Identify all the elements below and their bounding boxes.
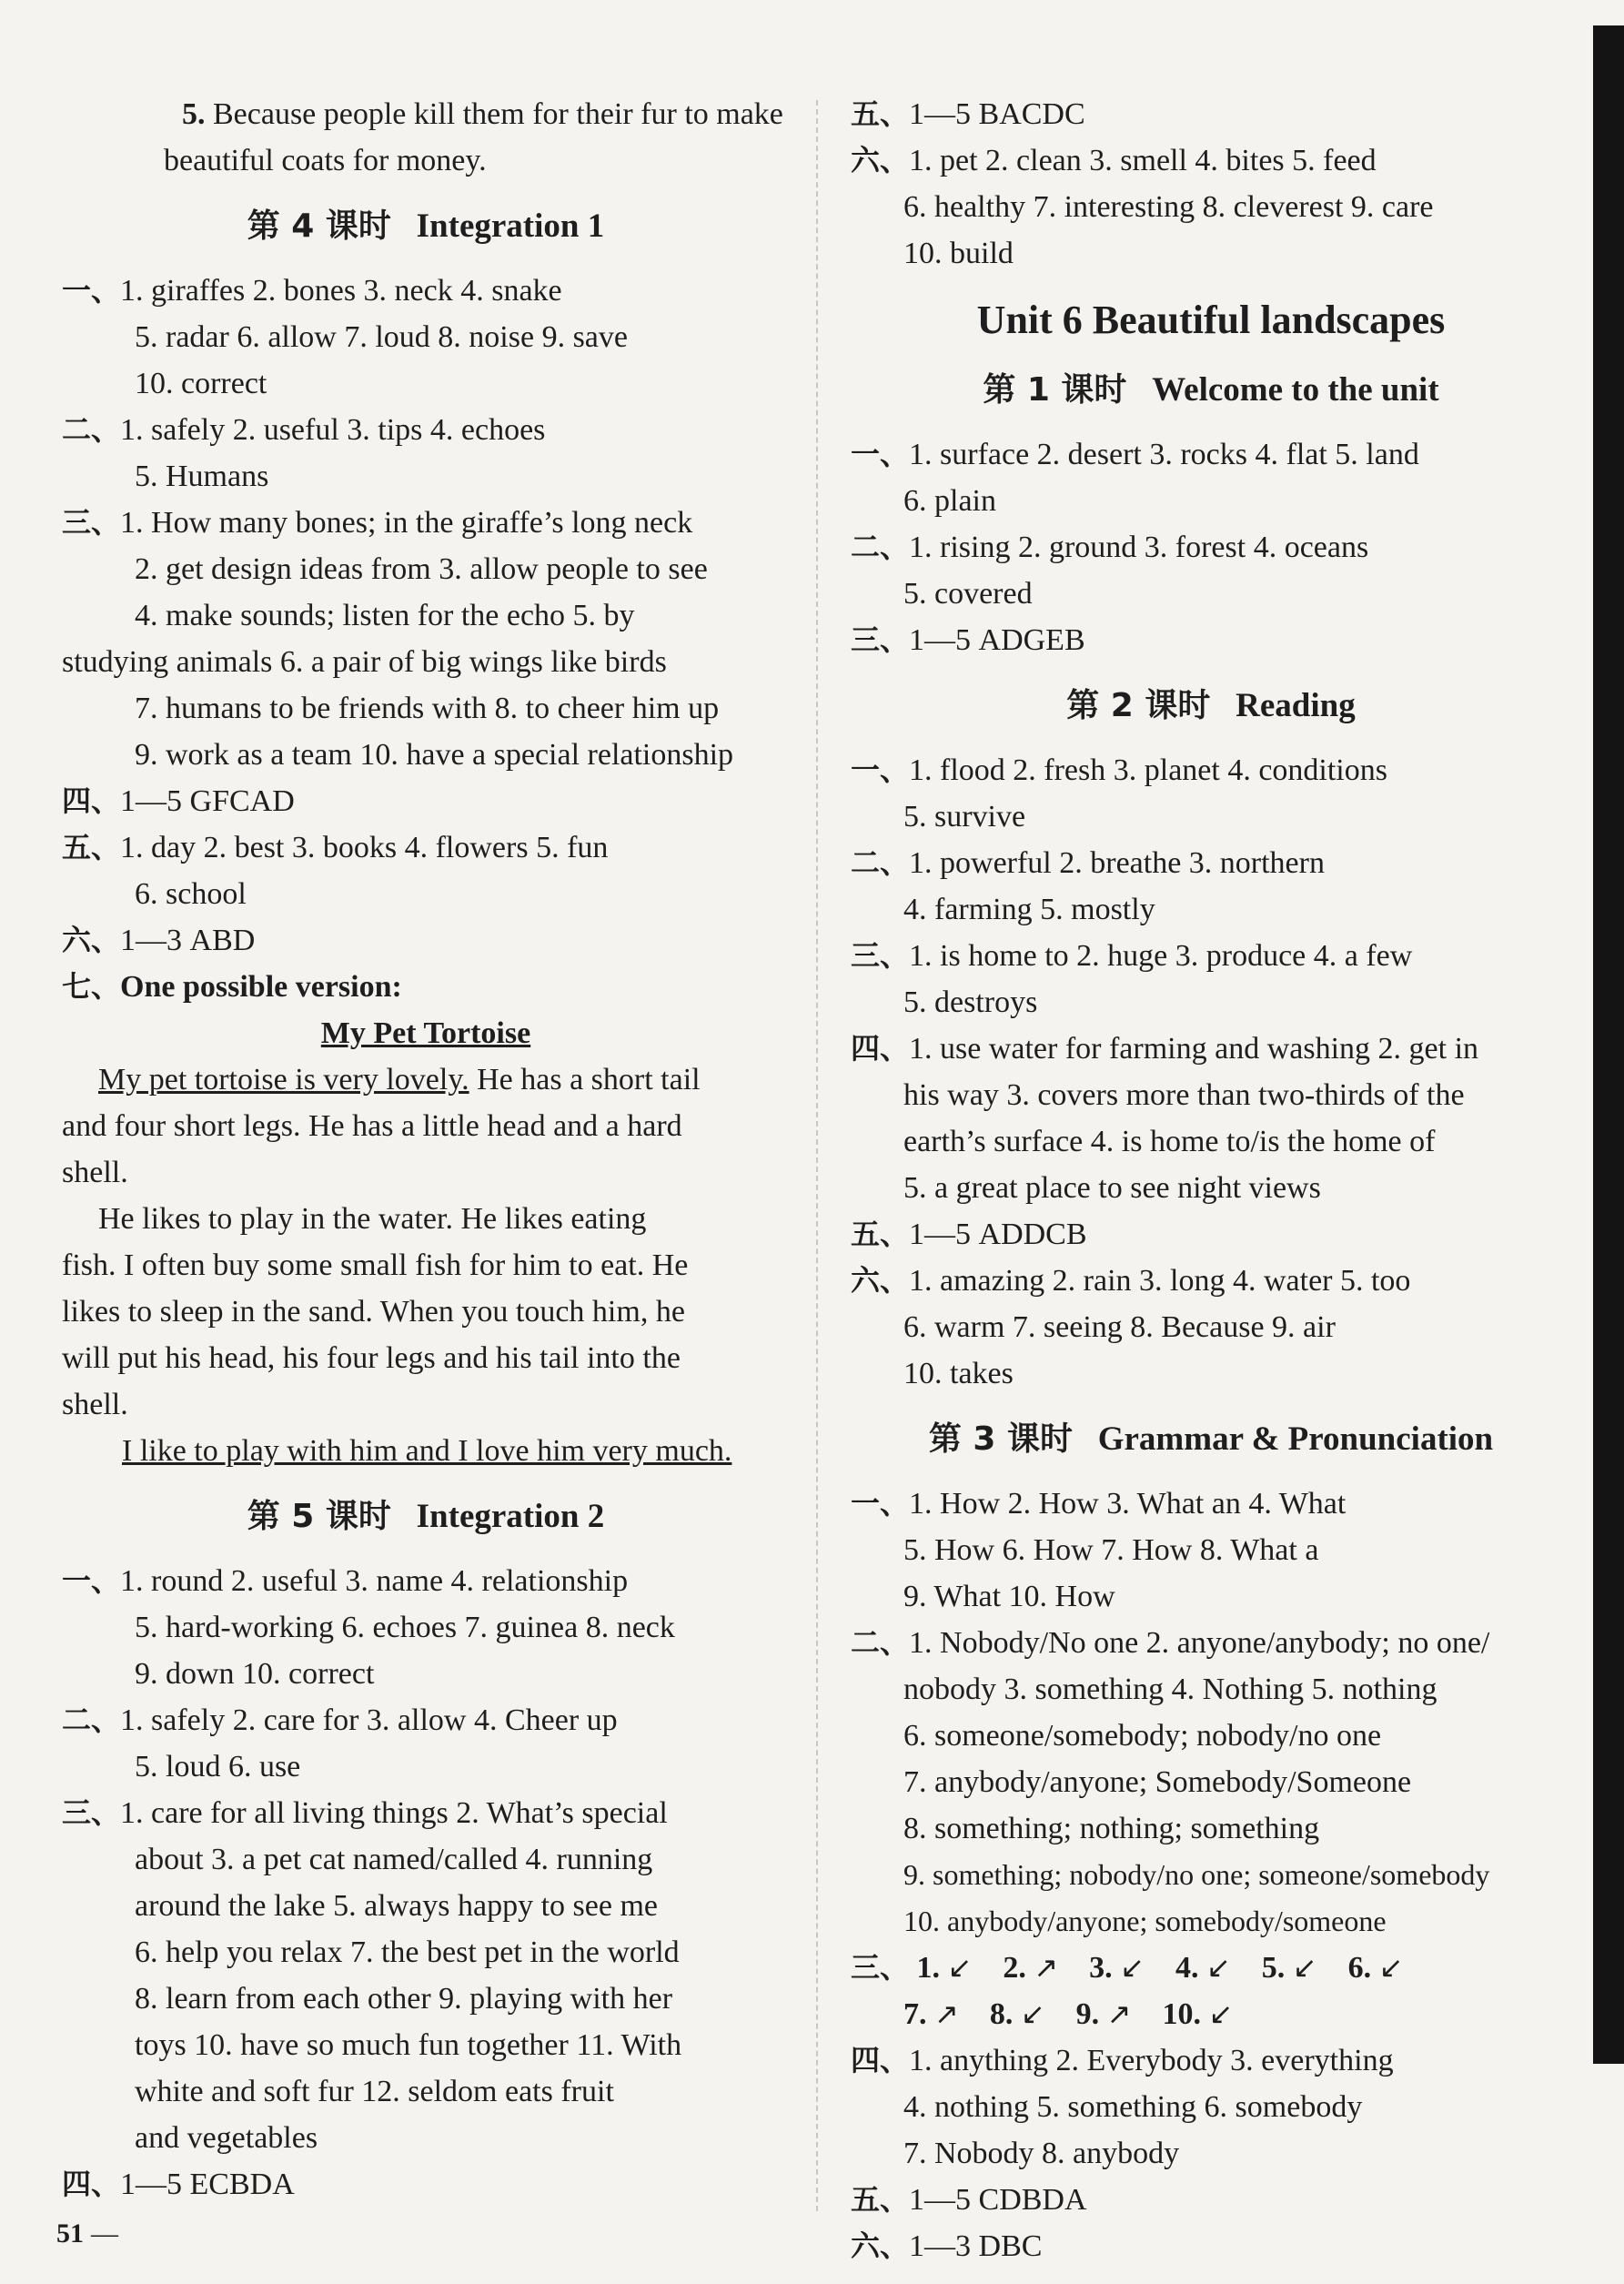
- answer-line: [62, 1929, 790, 1976]
- item-number: 8.: [989, 1997, 1021, 2031]
- answer-line: [851, 1072, 1571, 1118]
- rising-arrow-icon: ↗: [934, 1996, 959, 2031]
- answer-line: [62, 592, 790, 639]
- section-5: [62, 824, 790, 871]
- answer-line: [851, 1527, 1571, 1573]
- answer-line: [62, 314, 790, 360]
- intonation-item: [1175, 1951, 1231, 1985]
- item-number: 1.: [916, 1951, 948, 1985]
- item-number: 6.: [1347, 1951, 1379, 1985]
- answer-line: [851, 1713, 1571, 1759]
- section-mark: 三、: [62, 1795, 121, 1830]
- intonation-item: [917, 1951, 973, 1985]
- section-mark: 六、: [851, 2228, 910, 2263]
- section-2: [851, 1620, 1571, 1666]
- section-mark: 四、: [851, 2043, 910, 2077]
- section-mark: 六、: [851, 1263, 910, 1298]
- answer-line: [851, 1573, 1571, 1620]
- answer-line: [62, 91, 790, 137]
- left-column: [62, 91, 790, 2208]
- lesson-label-en: Integration 1: [416, 207, 605, 245]
- answer-text: nobody 3. something 4. Nothing 5. nothing: [903, 1673, 1437, 1706]
- answer-line: [851, 979, 1571, 1026]
- page-edge-bar: [1593, 25, 1624, 2064]
- answer-text: 7. anybody/anyone; Somebody/Someone: [903, 1765, 1412, 1799]
- answer-text: 1—5 GFCAD: [120, 784, 295, 818]
- essay-line: likes to sleep in the sand. When you touch him, he: [62, 1295, 685, 1329]
- answer-text: 1. is home to 2. huge 3. produce 4. a few: [909, 939, 1413, 973]
- section-mark: 三、: [851, 1950, 910, 1985]
- answer-text: 10. takes: [903, 1357, 1014, 1390]
- section-mark: 五、: [851, 96, 910, 131]
- section-3: [851, 1945, 1571, 1991]
- answer-line: [851, 1304, 1571, 1350]
- item-number: 7.: [903, 1997, 934, 2031]
- answer-text: 9. down 10. correct: [135, 1657, 375, 1691]
- answer-line: [851, 1991, 1571, 2037]
- answer-line: [851, 478, 1571, 524]
- section-6: [851, 1258, 1571, 1304]
- answer-line: [62, 1604, 790, 1651]
- item-number: 10.: [1162, 1997, 1209, 2031]
- lesson-label-cn: 第 3 课时: [928, 1420, 1073, 1458]
- intonation-item: [990, 1997, 1045, 2031]
- answer-text: about 3. a pet cat named/called 4. running: [135, 1843, 653, 1876]
- intonation-item: [1162, 1997, 1233, 2031]
- answer-text: 5. How 6. How 7. How 8. What a: [903, 1533, 1319, 1567]
- section-1: [851, 1481, 1571, 1527]
- answer-text: his way 3. covers more than two-thirds of the: [903, 1078, 1465, 1112]
- lesson-label-en: Grammar & Pronunciation: [1097, 1420, 1494, 1458]
- answer-line: [851, 1805, 1571, 1852]
- section-mark: 一、: [62, 1563, 121, 1598]
- answer-text: and vegetables: [135, 2121, 318, 2155]
- lesson-1-title: [851, 366, 1571, 415]
- section-4: [62, 778, 790, 824]
- answer-line: [851, 1118, 1571, 1165]
- answer-line: [62, 2022, 790, 2068]
- unit-title: Unit 6 Beautiful landscapes: [976, 298, 1446, 342]
- answer-line: [62, 1836, 790, 1883]
- answer-text: earth’s surface 4. is home to/is the home of: [903, 1125, 1436, 1158]
- answer-text: around the lake 5. always happy to see me: [135, 1889, 658, 1923]
- answer-text: 1—3 ABD: [120, 924, 256, 957]
- intonation-item: [1076, 1997, 1132, 2031]
- falling-arrow-icon: ↙: [947, 1950, 973, 1985]
- essay-line: shell.: [62, 1156, 128, 1189]
- answer-text: beautiful coats for money.: [164, 144, 487, 177]
- answer-text: 6. someone/somebody; nobody/no one: [903, 1719, 1382, 1753]
- essay-title: My Pet Tortoise: [320, 1016, 531, 1050]
- answer-text: 10. anybody/anyone; somebody/someone: [903, 1905, 1387, 1937]
- answer-text: 5. Humans: [135, 460, 269, 493]
- answer-text: 5. hard-working 6. echoes 7. guinea 8. neck: [135, 1611, 675, 1644]
- essay-text: He has a short tail: [469, 1063, 701, 1097]
- right-column: [851, 91, 1571, 2269]
- answer-text: 1. powerful 2. breathe 3. northern: [909, 846, 1325, 880]
- section-mark: 四、: [62, 2167, 121, 2201]
- answer-text: 1. giraffes 2. bones 3. neck 4. snake: [120, 274, 562, 308]
- answer-line: [851, 1898, 1571, 1945]
- answer-line: [62, 871, 790, 917]
- answer-text: 1. safely 2. useful 3. tips 4. echoes: [120, 413, 546, 447]
- item-number: 9.: [1075, 1997, 1107, 2031]
- essay-line: [62, 1428, 790, 1474]
- lesson-label-cn: 第 4 课时: [247, 207, 391, 245]
- answer-text: 1—5 ECBDA: [120, 2168, 295, 2201]
- answer-line: [62, 453, 790, 500]
- answer-text: 1. care for all living things 2. What’s special: [120, 1796, 668, 1830]
- section-mark: 三、: [851, 938, 910, 973]
- section-mark: 二、: [62, 1703, 121, 1737]
- answer-text: Because people kill them for their fur to make: [213, 97, 783, 131]
- answer-line: [62, 639, 790, 685]
- answer-text: 10. build: [903, 237, 1014, 270]
- intonation-item: [1003, 1951, 1058, 1985]
- section-mark: 五、: [62, 830, 121, 864]
- section-mark: 六、: [851, 143, 910, 177]
- page-number: 51 —: [56, 2218, 118, 2249]
- section-mark: 六、: [62, 923, 121, 957]
- section-mark: 三、: [62, 505, 121, 540]
- answer-line: [851, 793, 1571, 840]
- lesson-label-cn: 第 5 课时: [247, 1498, 391, 1535]
- answer-line: [851, 230, 1571, 277]
- section-3: [851, 617, 1571, 663]
- answer-text: 1. pet 2. clean 3. smell 4. bites 5. feed: [909, 144, 1377, 177]
- answer-text: 9. work as a team 10. have a special relationship: [135, 738, 734, 772]
- answer-text: 8. something; nothing; something: [903, 1812, 1320, 1845]
- section-5: [851, 2177, 1571, 2223]
- essay-line: fish. I often buy some small fish for him to eat. He: [62, 1248, 689, 1282]
- answer-text: 4. nothing 5. something 6. somebody: [903, 2090, 1363, 2124]
- essay-line: will put his head, his four legs and his tail into the: [62, 1341, 681, 1375]
- answer-text: 1. amazing 2. rain 3. long 4. water 5. too: [909, 1264, 1411, 1298]
- section-mark: 二、: [851, 530, 910, 564]
- essay-line: shell.: [62, 1388, 128, 1421]
- section-mark: 二、: [851, 845, 910, 880]
- section-mark: 二、: [62, 412, 121, 447]
- falling-arrow-icon: ↙: [1292, 1950, 1317, 1985]
- section-7: [62, 964, 790, 1010]
- section-6: [851, 137, 1571, 184]
- lesson-2-title: [851, 682, 1571, 731]
- answer-text: 2. get design ideas from 3. allow people to see: [135, 552, 708, 586]
- answer-text: 1. flood 2. fresh 3. planet 4. conditions: [909, 753, 1387, 787]
- answer-text: 10. correct: [135, 367, 267, 400]
- lesson-label-cn: 第 2 课时: [1066, 687, 1211, 724]
- answer-text: 9. something; nobody/no one; someone/somebody: [903, 1858, 1490, 1891]
- lesson-label-en: Reading: [1236, 687, 1356, 724]
- section-4: [851, 2037, 1571, 2084]
- intonation-item: [1262, 1951, 1317, 1985]
- answer-line: [62, 1651, 790, 1697]
- essay-line: [62, 1056, 790, 1103]
- answer-line: [62, 1976, 790, 2022]
- section-1: [851, 747, 1571, 793]
- section-mark: 二、: [851, 1625, 910, 1660]
- answer-text: 5. destroys: [903, 985, 1038, 1019]
- answer-line: [851, 1852, 1571, 1898]
- lesson-label-en: Integration 2: [416, 1498, 605, 1535]
- answer-text: 1. surface 2. desert 3. rocks 4. flat 5. land: [909, 438, 1419, 471]
- section-mark: 七、: [62, 969, 121, 1004]
- answer-text: 5. covered: [903, 577, 1033, 611]
- section-mark: 一、: [851, 1486, 910, 1521]
- section-mark: 一、: [851, 753, 910, 787]
- answer-text: 7. Nobody 8. anybody: [903, 2137, 1180, 2170]
- page-number-text: 51: [56, 2218, 84, 2249]
- item-number: 4.: [1175, 1951, 1206, 1985]
- falling-arrow-icon: ↙: [1205, 1950, 1231, 1985]
- section-mark: 一、: [851, 437, 910, 471]
- section-mark: 五、: [851, 1217, 910, 1251]
- answer-line: [851, 571, 1571, 617]
- section-mark: 四、: [62, 783, 121, 818]
- answer-text: 6. school: [135, 877, 247, 911]
- answer-text: 1. safely 2. care for 3. allow 4. Cheer up: [120, 1703, 618, 1737]
- section-2: [851, 524, 1571, 571]
- item-number: 2.: [1003, 1951, 1034, 1985]
- answer-text: 9. What 10. How: [903, 1580, 1115, 1613]
- answer-text: 4. farming 5. mostly: [903, 893, 1155, 926]
- answer-text: 4. make sounds; listen for the echo 5. by: [135, 599, 635, 632]
- answer-line: [851, 2130, 1571, 2177]
- answer-line: [851, 1165, 1571, 1211]
- version-label: One possible version:: [120, 970, 402, 1004]
- section-3: [851, 933, 1571, 979]
- section-mark: 三、: [851, 622, 910, 657]
- answer-text: 1. anything 2. Everybody 3. everything: [909, 2044, 1394, 2077]
- intonation-item: [1089, 1951, 1145, 1985]
- answer-text: 1—5 BACDC: [909, 97, 1085, 131]
- answer-text: 6. warm 7. seeing 8. Because 9. air: [903, 1310, 1336, 1344]
- answer-text: studying animals 6. a pair of big wings like birds: [62, 645, 667, 679]
- answer-text: 5. radar 6. allow 7. loud 8. noise 9. save: [135, 320, 628, 354]
- answer-text: 1—5 ADDCB: [909, 1218, 1087, 1251]
- answer-line: [62, 732, 790, 778]
- section-1: [62, 1558, 790, 1604]
- answer-text: 1. How 2. How 3. What an 4. What: [909, 1487, 1347, 1521]
- item-number: 5.: [1261, 1951, 1293, 1985]
- lesson-5-title: [62, 1492, 790, 1541]
- answer-text: 1. use water for farming and washing 2. get in: [909, 1032, 1479, 1066]
- answer-text: 5. survive: [903, 800, 1026, 834]
- section-mark: 四、: [851, 1031, 910, 1066]
- answer-line: [62, 2115, 790, 2161]
- essay-underlined: My pet tortoise is very lovely.: [98, 1063, 469, 1097]
- answer-line: [62, 360, 790, 407]
- section-3: [62, 500, 790, 546]
- essay-underlined: I like to play with him and I love him very much.: [122, 1434, 732, 1468]
- falling-arrow-icon: ↙: [1020, 1996, 1045, 2031]
- section-1: [62, 268, 790, 314]
- answer-text: 1—3 DBC: [909, 2229, 1043, 2263]
- answer-text: 1. Nobody/No one 2. anyone/anybody; no one/: [909, 1626, 1490, 1660]
- answer-text: 1. rising 2. ground 3. forest 4. oceans: [909, 531, 1369, 564]
- section-5: [851, 91, 1571, 137]
- section-2: [62, 407, 790, 453]
- answer-line: [851, 1759, 1571, 1805]
- answer-text: 8. learn from each other 9. playing with her: [135, 1982, 673, 2016]
- answer-text: 6. help you relax 7. the best pet in the world: [135, 1935, 680, 1969]
- section-2: [851, 840, 1571, 886]
- lesson-label-cn: 第 1 课时: [983, 371, 1127, 409]
- answer-line: [62, 685, 790, 732]
- column-divider: [816, 100, 818, 2211]
- answer-line: [851, 886, 1571, 933]
- section-1: [851, 431, 1571, 478]
- intonation-item: [1348, 1951, 1404, 1985]
- lesson-label-en: Welcome to the unit: [1152, 371, 1439, 409]
- answer-line: [62, 1743, 790, 1790]
- section-4: [851, 1026, 1571, 1072]
- essay-line: and four short legs. He has a little head and a hard: [62, 1109, 682, 1143]
- section-3: [62, 1790, 790, 1836]
- section-6: [851, 2223, 1571, 2269]
- answer-line: [62, 2068, 790, 2115]
- answer-line: [62, 1883, 790, 1929]
- essay-line: He likes to play in the water. He likes eating: [98, 1202, 647, 1236]
- answer-text: toys 10. have so much fun together 11. With: [135, 2028, 682, 2062]
- answer-text: 6. healthy 7. interesting 8. cleverest 9. care: [903, 190, 1434, 224]
- answer-text: 5. a great place to see night views: [903, 1171, 1321, 1205]
- answer-text: 6. plain: [903, 484, 996, 518]
- answer-text: 1—5 CDBDA: [909, 2183, 1087, 2217]
- answer-text: 5. loud 6. use: [135, 1750, 301, 1784]
- section-mark: 五、: [851, 2182, 910, 2217]
- answer-line: [851, 2084, 1571, 2130]
- lesson-4-title: [62, 202, 790, 251]
- section-2: [62, 1697, 790, 1743]
- answer-text: 1. How many bones; in the giraffe’s long neck: [120, 506, 693, 540]
- section-5: [851, 1211, 1571, 1258]
- lesson-3-title: [851, 1415, 1571, 1464]
- intonation-item: [903, 1997, 959, 2031]
- answer-line: [851, 1666, 1571, 1713]
- answer-line: [62, 137, 790, 184]
- rising-arrow-icon: ↗: [1106, 1996, 1132, 2031]
- falling-arrow-icon: ↙: [1378, 1950, 1404, 1985]
- item-number: 3.: [1089, 1951, 1121, 1985]
- answer-text: white and soft fur 12. seldom eats fruit: [135, 2075, 614, 2108]
- section-mark: 一、: [62, 273, 121, 308]
- rising-arrow-icon: ↗: [1034, 1950, 1059, 1985]
- answer-line: [851, 1350, 1571, 1397]
- item-number: 5.: [182, 97, 206, 131]
- section-4: [62, 2161, 790, 2208]
- answer-text: 1. round 2. useful 3. name 4. relationship: [120, 1564, 629, 1598]
- falling-arrow-icon: ↙: [1120, 1950, 1145, 1985]
- answer-line: [851, 184, 1571, 230]
- section-6: [62, 917, 790, 964]
- falling-arrow-icon: ↙: [1208, 1996, 1234, 2031]
- answer-text: 1—5 ADGEB: [909, 623, 1085, 657]
- answer-text: 7. humans to be friends with 8. to cheer him up: [135, 692, 720, 725]
- answer-line: [62, 546, 790, 592]
- answer-text: 1. day 2. best 3. books 4. flowers 5. fun: [120, 831, 609, 864]
